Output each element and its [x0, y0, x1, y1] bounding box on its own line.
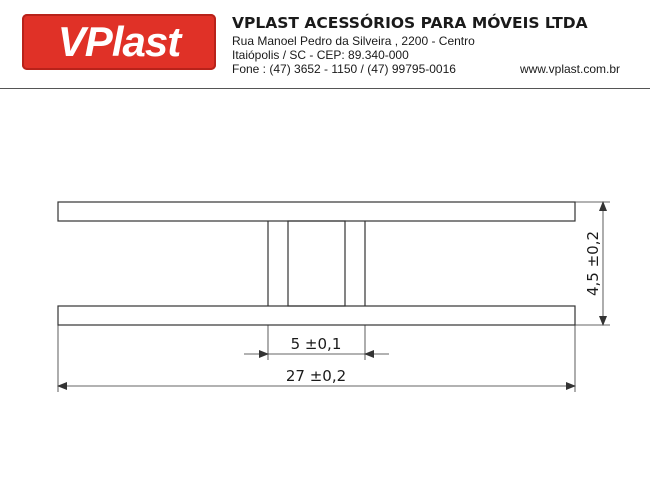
company-name: VPLAST ACESSÓRIOS PARA MÓVEIS LTDA: [232, 14, 588, 32]
logo-text: VPlast: [57, 18, 181, 65]
company-address: Rua Manoel Pedro da Silveira , 2200 - Centro: [232, 34, 475, 48]
company-phone: Fone : (47) 3652 - 1150 / (47) 99795-0016: [232, 62, 456, 76]
height-label: 4,5 ±0,2: [584, 230, 602, 297]
center-width-label: 5 ±0,1: [290, 335, 342, 353]
top-flange: [58, 202, 575, 221]
extension-lines: [58, 202, 610, 392]
center-cavity: [288, 221, 345, 306]
dimension-total-width: [58, 367, 575, 386]
company-website: www.vplast.com.br: [519, 62, 620, 76]
company-city: Itaiópolis / SC - CEP: 89.340-000: [232, 48, 409, 62]
bottom-flange: [58, 306, 575, 325]
dimension-center-width: [244, 335, 389, 354]
h-profile: [58, 202, 575, 325]
total-width-label: 27 ±0,2: [285, 367, 347, 385]
dimension-height: [584, 202, 603, 325]
